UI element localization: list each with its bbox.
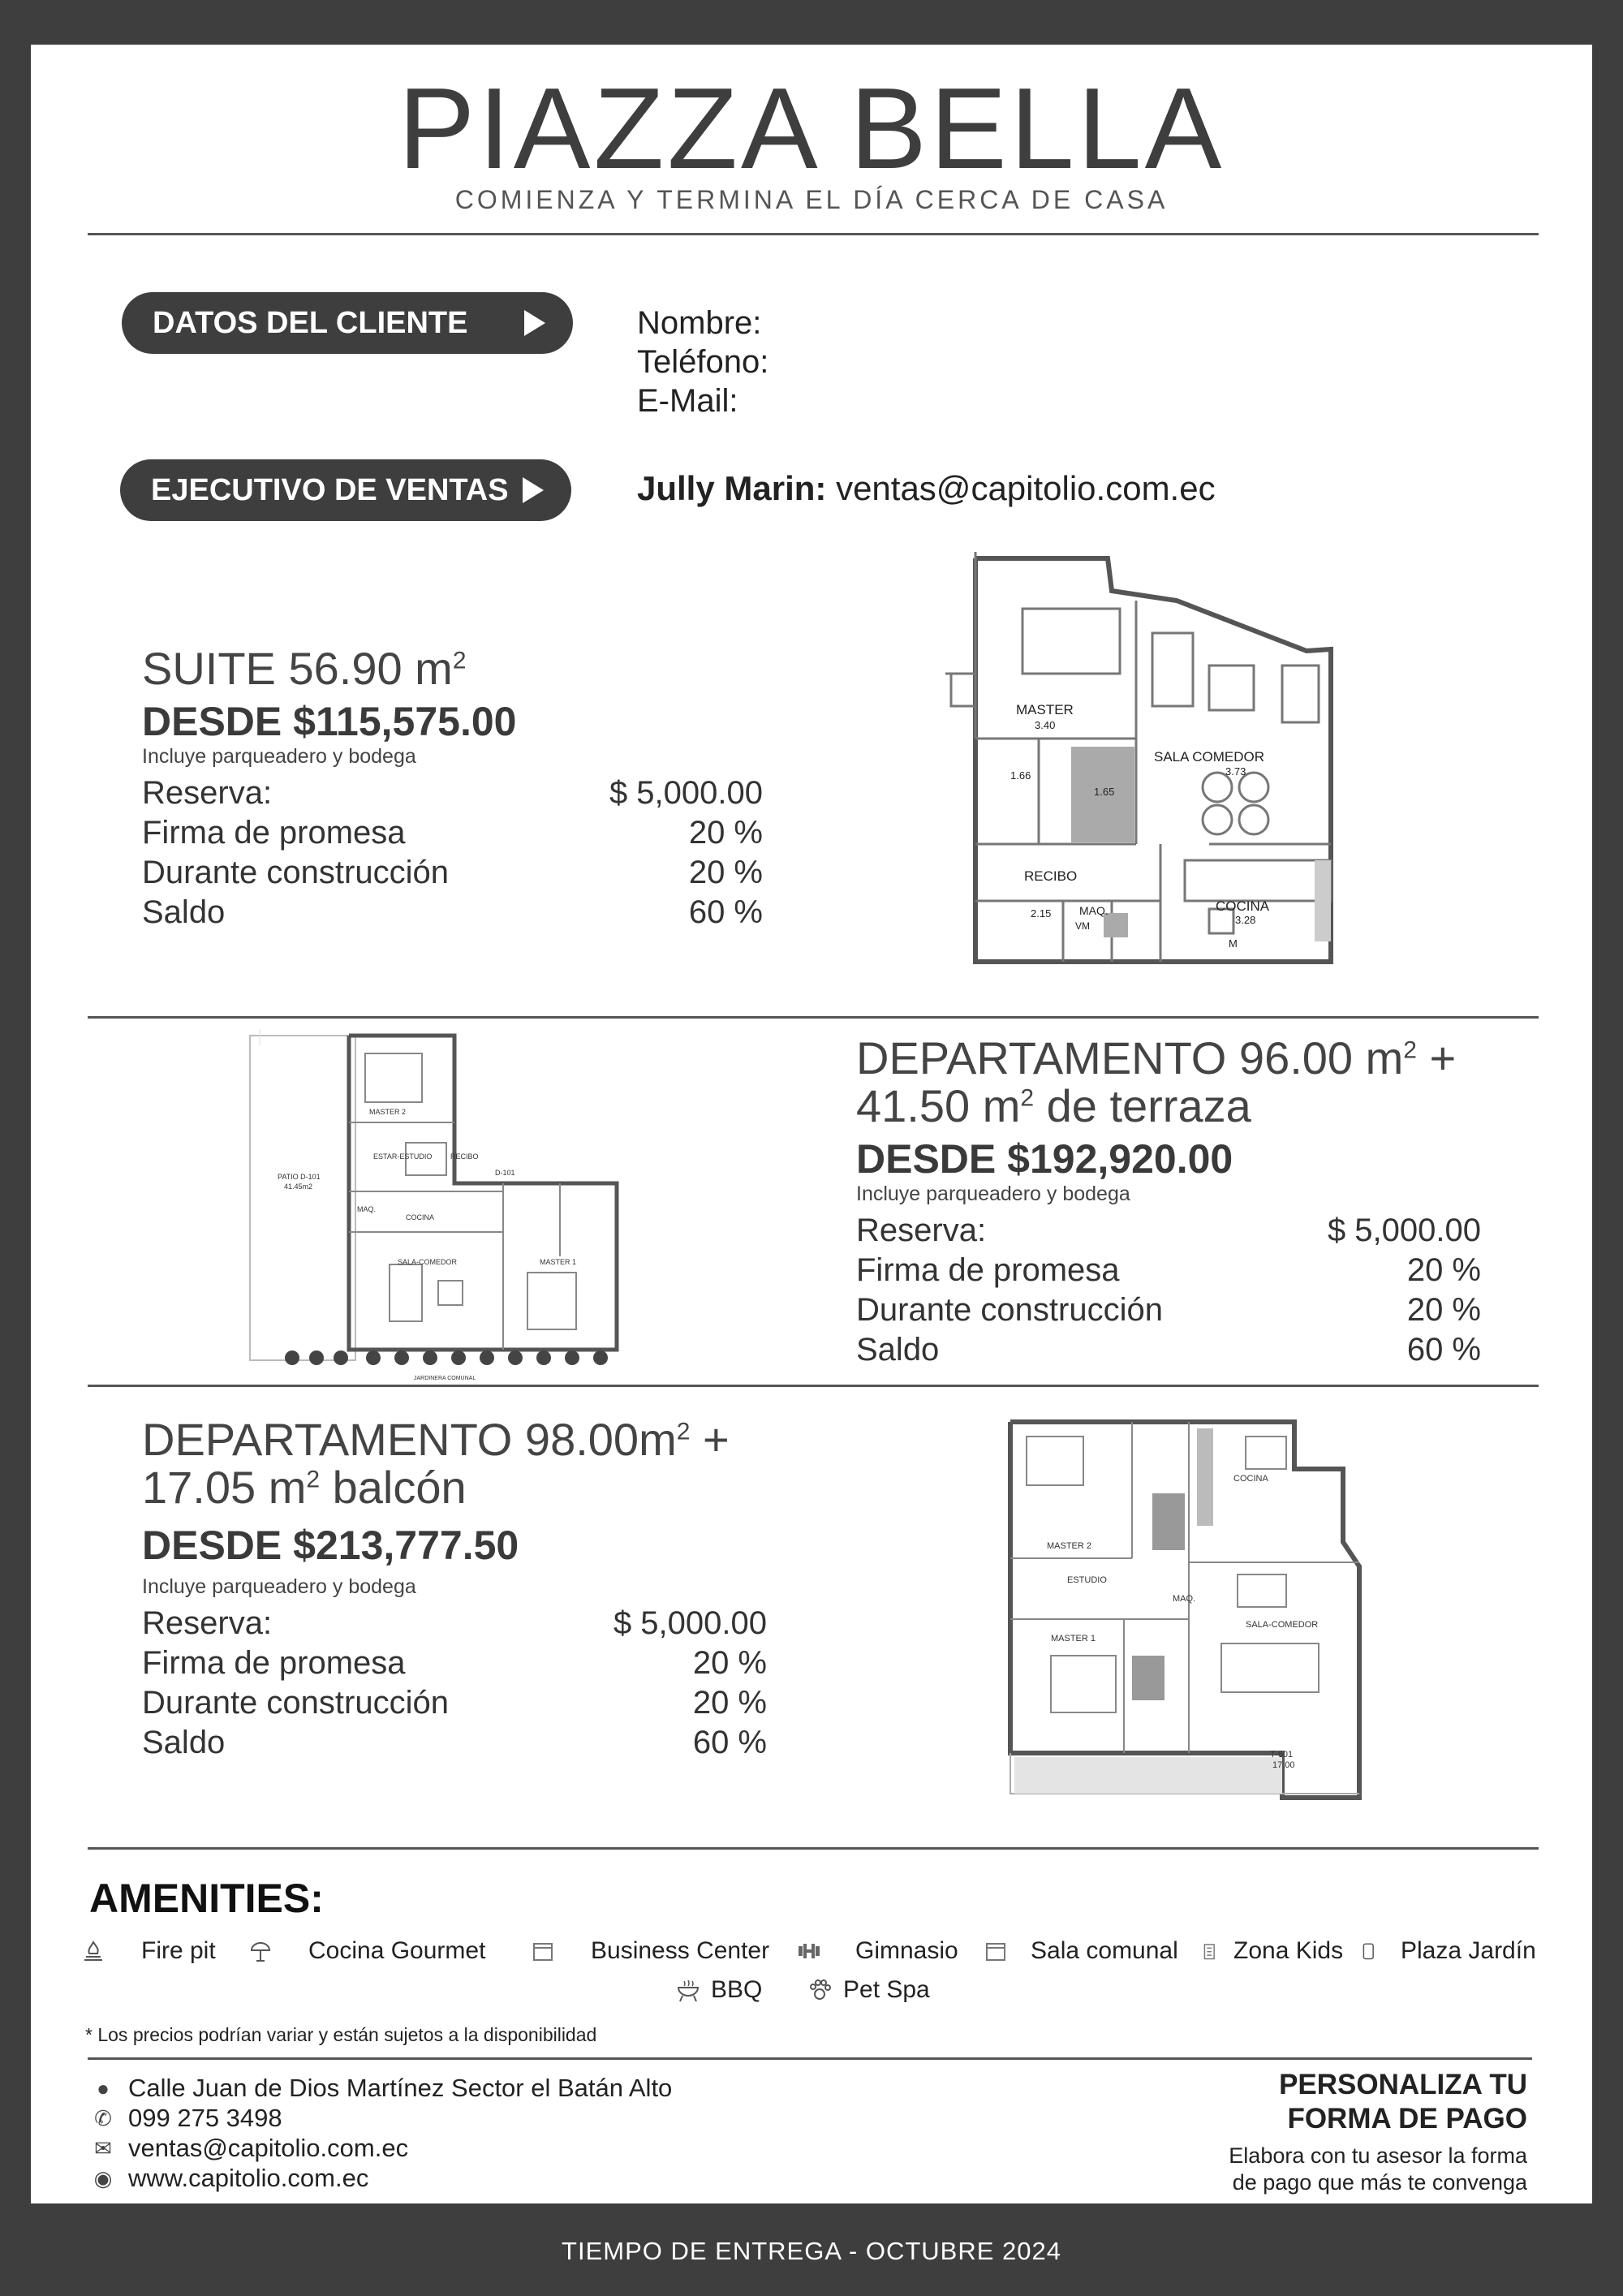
svg-text:SALA COMEDOR: SALA COMEDOR xyxy=(1154,749,1265,765)
svg-text:MASTER 1: MASTER 1 xyxy=(1051,1634,1096,1643)
client-phone-field: Teléfono: xyxy=(637,344,769,380)
paw-icon xyxy=(807,1978,832,2002)
mail-icon: ✉ xyxy=(94,2135,112,2160)
amenity-pet-spa: Pet Spa xyxy=(807,1976,930,2004)
unit-96-terms xyxy=(856,1213,1481,1372)
unit-96-price: DESDE $192,920.00 xyxy=(856,1135,1233,1182)
client-fields xyxy=(637,304,768,420)
sales-exec-name: Jully Marin: xyxy=(637,469,827,507)
term-row: Reserva: $ 5,000.00 xyxy=(142,1605,767,1641)
unit-suite-terms xyxy=(142,775,763,934)
svg-text:41.45m2: 41.45m2 xyxy=(284,1182,313,1191)
unit-departamento-98: DEPARTAMENTO $98.00m^2$ + 17.05 $m^2$ balcón DESDE $213,777.50 Incluye parqueadero y bodega Reserva: $ 5,000.00 Firma de promesa 20 % Durante construcción 20 % Saldo 60 % xyxy=(142,1416,767,1764)
svg-text:M: M xyxy=(1229,937,1238,950)
amenity-sala-comunal: Sala comunal xyxy=(984,1937,1178,1965)
personaliza-title-2: FORMA DE PAGO xyxy=(1287,2103,1527,2134)
svg-text:RECIBO: RECIBO xyxy=(450,1152,479,1161)
contact-email[interactable]: ✉ ventas@capitolio.com.ec xyxy=(91,2134,408,2163)
term-row: Firma de promesa 20 % xyxy=(142,814,763,851)
floor-plan-departamento-96 xyxy=(243,1029,625,1386)
unit-suite-price: DESDE $115,575.00 xyxy=(142,698,517,744)
svg-text:MAQ.: MAQ. xyxy=(1173,1594,1196,1604)
amenities-title: AMENITIES: xyxy=(89,1876,324,1921)
term-row: Durante construcción 20 % xyxy=(856,1291,1481,1328)
svg-text:D-101: D-101 xyxy=(495,1169,515,1177)
svg-text:MASTER 2: MASTER 2 xyxy=(1047,1541,1092,1551)
footer-divider xyxy=(88,2057,1532,2060)
svg-text:17.00: 17.00 xyxy=(1272,1760,1295,1770)
delivery-date: TIEMPO DE ENTREGA - OCTUBRE 2024 xyxy=(562,2237,1061,2265)
svg-text:SALA-COMEDOR: SALA-COMEDOR xyxy=(1246,1620,1319,1630)
amenity-bbq: BBQ xyxy=(670,1976,762,2004)
svg-text:MASTER 2: MASTER 2 xyxy=(369,1108,407,1116)
sales-exec-badge xyxy=(120,459,571,521)
personaliza-sub-2: de pago que más te convenga xyxy=(1232,2170,1527,2195)
svg-text:MASTER: MASTER xyxy=(1016,702,1074,717)
unit-96-title: DEPARTAMENTO 96.00 m xyxy=(856,1032,1404,1083)
price-disclaimer: * Los precios podrían variar y están sujetos a la disponibilidad xyxy=(85,2024,597,2045)
amenity-zona-kids: Zona Kids xyxy=(1201,1937,1343,1965)
unit-suite-note: Incluye parqueadero y bodega xyxy=(142,744,416,768)
term-row: Saldo 60 % xyxy=(142,894,763,930)
header-divider xyxy=(88,233,1539,235)
amenity-cocina-gourmet: Cocina Gourmet xyxy=(248,1937,485,1965)
personaliza-sub-1: Elabora con tu asesor la forma xyxy=(1229,2143,1527,2168)
svg-text:3.40: 3.40 xyxy=(1035,719,1056,731)
svg-text:JARDINERA COMUNAL: JARDINERA COMUNAL xyxy=(414,1376,476,1381)
personaliza-title-1: PERSONALIZA TU xyxy=(1279,2069,1527,2100)
svg-text:COCINA: COCINA xyxy=(1216,898,1270,914)
client-name-field: Nombre: xyxy=(637,305,762,341)
term-row: Reserva: $ 5,000.00 xyxy=(856,1212,1481,1248)
fire-pit-icon xyxy=(81,1939,105,1963)
floor-plan-suite xyxy=(941,552,1339,966)
svg-text:MAQ.: MAQ. xyxy=(1079,904,1109,917)
term-row: Saldo 60 % xyxy=(142,1724,767,1760)
term-row: Firma de promesa 20 % xyxy=(856,1251,1481,1288)
svg-text:COCINA: COCINA xyxy=(406,1213,435,1221)
svg-text:VM: VM xyxy=(1075,920,1090,932)
term-row: Firma de promesa 20 % xyxy=(142,1644,767,1681)
amenity-fire-pit: Fire pit xyxy=(81,1937,216,1965)
client-data-label: DATOS DEL CLIENTE xyxy=(153,305,468,340)
term-row: Reserva: $ 5,000.00 xyxy=(142,774,763,811)
unit-suite-title: SUITE 56.90 m xyxy=(142,643,453,694)
unit-98-price: DESDE $213,777.50 xyxy=(142,1522,519,1568)
unit-suite: SUITE 56.90 $m^2$ DESDE $115,575.00 Incluye parqueadero y bodega Reserva: $ 5,000.00 Firma de promesa 20 % Durante construcción 20 % Saldo 60 % xyxy=(142,645,763,934)
unit-departamento-96: DEPARTAMENTO 96.00 $m^2$ + 41.50 $m^2$ de terraza DESDE $192,920.00 Incluye parqueadero y bodega Reserva: $ 5,000.00 Firma de promesa 20 % Durante construcción 20 % Saldo 60 % xyxy=(856,1035,1481,1372)
page-tagline: COMIENZA Y TERMINA EL DÍA CERCA DE CASA xyxy=(454,185,1169,214)
bbq-icon xyxy=(670,1978,706,2002)
personaliza-block xyxy=(1040,2068,1527,2196)
section-divider xyxy=(88,1385,1539,1387)
section-divider xyxy=(88,1847,1539,1850)
term-row: Durante construcción 20 % xyxy=(142,1684,767,1721)
svg-text:2.15: 2.15 xyxy=(1031,907,1052,920)
floor-plan-departamento-98 xyxy=(1002,1412,1392,1810)
unit-96-note: Incluye parqueadero y bodega xyxy=(856,1182,1130,1205)
term-row: Saldo 60 % xyxy=(856,1331,1481,1368)
amenity-gimnasio: Gimnasio xyxy=(790,1937,958,1965)
dumbbell-icon xyxy=(790,1939,828,1963)
svg-text:3.73: 3.73 xyxy=(1225,765,1246,778)
play-arrow-icon xyxy=(523,477,544,503)
svg-text:1.65: 1.65 xyxy=(1094,786,1115,798)
kids-icon xyxy=(1201,1939,1219,1963)
unit-98-note: Incluye parqueadero y bodega xyxy=(142,1574,416,1598)
client-email-field: E-Mail: xyxy=(637,383,738,419)
chef-icon xyxy=(248,1939,273,1963)
sales-exec-label: EJECUTIVO DE VENTAS xyxy=(151,472,509,507)
svg-text:1.66: 1.66 xyxy=(1010,769,1031,782)
calendar-icon xyxy=(984,1939,1008,1963)
contact-address: ● Calle Juan de Dios Martínez Sector el Batán Alto xyxy=(91,2074,672,2103)
svg-text:ESTAR-ESTUDIO: ESTAR-ESTUDIO xyxy=(373,1152,433,1161)
sales-exec-info xyxy=(637,469,1216,508)
svg-text:ESTUDIO: ESTUDIO xyxy=(1067,1575,1107,1585)
svg-text:RECIBO: RECIBO xyxy=(1024,868,1078,884)
sales-exec-email[interactable]: ventas@capitolio.com.ec xyxy=(836,469,1216,507)
contact-phone: ✆ 099 275 3498 xyxy=(91,2104,282,2133)
globe-icon: ◉ xyxy=(93,2165,113,2190)
unit-98-terms xyxy=(142,1605,767,1764)
svg-text:SALA-COMEDOR: SALA-COMEDOR xyxy=(398,1258,458,1266)
term-row: Durante construcción 20 % xyxy=(142,854,763,890)
calendar-icon xyxy=(531,1939,555,1963)
contact-website[interactable]: ◉ www.capitolio.com.ec xyxy=(91,2164,368,2193)
amenity-business-center: Business Center xyxy=(531,1937,769,1965)
section-divider xyxy=(88,1016,1539,1019)
svg-text:PATIO D-101: PATIO D-101 xyxy=(278,1173,321,1181)
client-data-badge xyxy=(122,292,573,354)
phone-icon: ✆ xyxy=(94,2105,112,2130)
svg-text:3.28: 3.28 xyxy=(1235,914,1256,926)
page-title: PIAZZA BELLA xyxy=(398,64,1225,193)
svg-text:MAQ.: MAQ. xyxy=(357,1205,377,1213)
amenity-plaza-jardin: Plaza Jardín xyxy=(1360,1937,1536,1965)
unit-98-title: DEPARTAMENTO 98.00m xyxy=(142,1414,677,1465)
svg-text:COCINA: COCINA xyxy=(1233,1474,1268,1484)
location-icon: ● xyxy=(97,2075,110,2100)
phone-icon xyxy=(1360,1939,1378,1963)
svg-text:T-601: T-601 xyxy=(1270,1750,1294,1760)
svg-text:MASTER 1: MASTER 1 xyxy=(540,1258,577,1266)
play-arrow-icon xyxy=(524,310,545,336)
